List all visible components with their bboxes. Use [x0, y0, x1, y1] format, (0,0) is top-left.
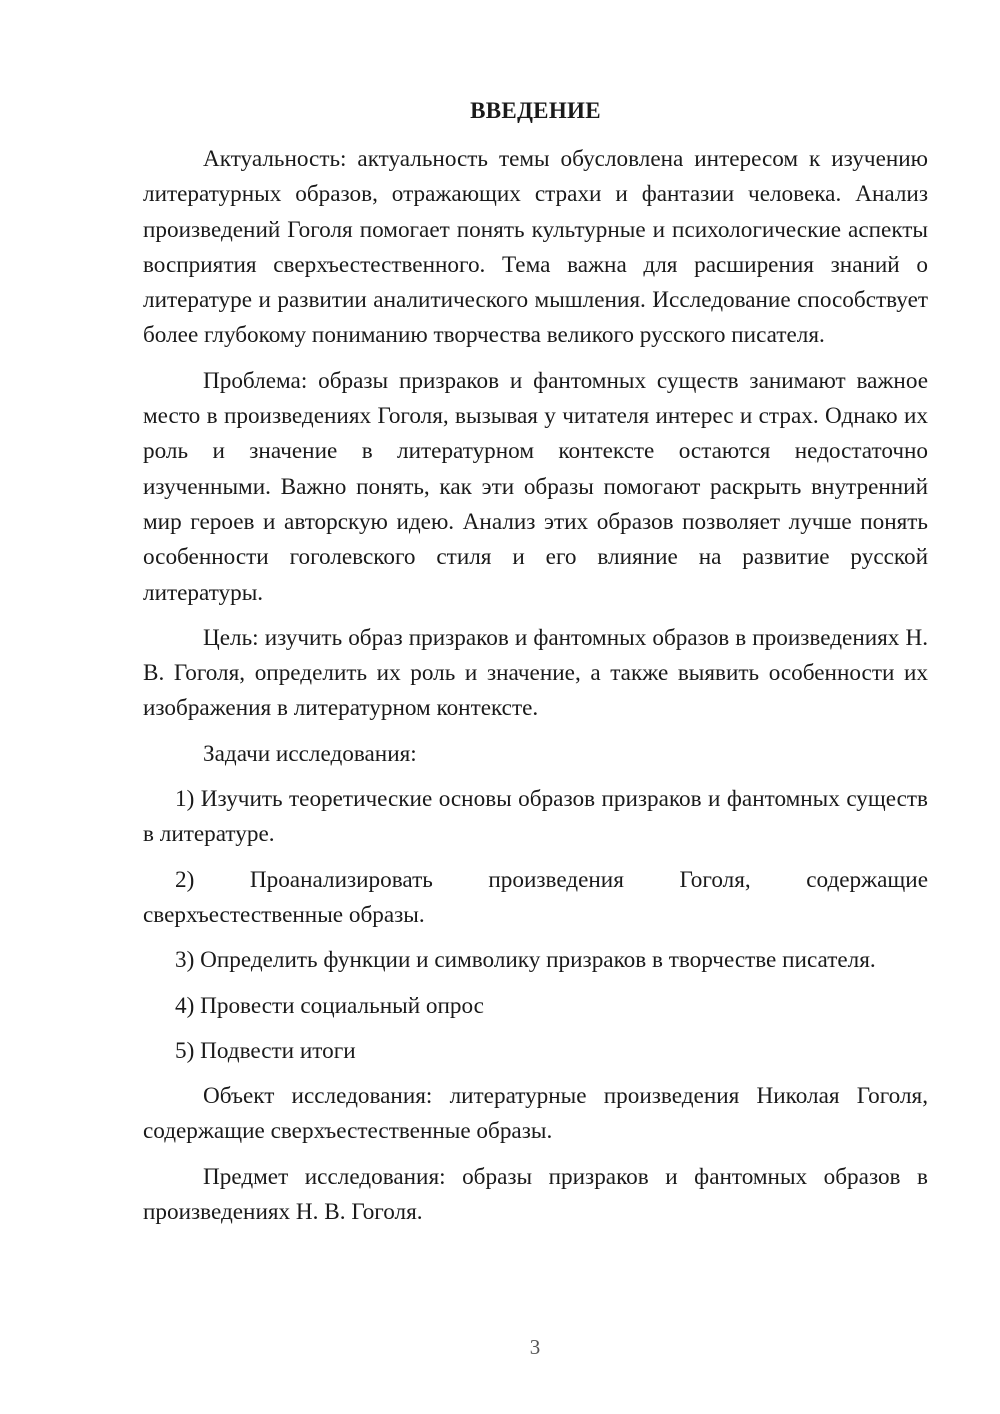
task-item: 4) Провести социальный опрос [175, 992, 484, 1019]
document-body [143, 142, 928, 1240]
subject-paragraph: Предмет исследования: образы призраков и фантомных образов в произведениях Н. В. Гоголя. [143, 1163, 928, 1226]
object-paragraph: Объект исследования: литературные произведения Николая Гоголя, содержащие сверхъестественные образы. [143, 1083, 928, 1145]
goal-paragraph: Цель: изучить образ призраков и фантомных образов в произведениях Н. В. Гоголя, определить их роль и значение, а также выявить особенности их изображения в литературном контексте. [143, 624, 928, 722]
task-item: 2) Проанализировать произведения Гоголя, содержащие сверхъестественные образы. [143, 866, 928, 928]
problem-paragraph: Проблема: образы призраков и фантомных существ занимают важное место в произведениях Гоголя, вызывая у читателя интерес и страх. Однако их роль и значение в литературном контексте остаются недостаточно изученными. Важно понять, как эти образы помогают раскрыть внутренний мир героев и авторскую идею. Анализ этих образов позволяет лучше понять особенности гоголевского стиля и его влияние на развитие русской литературы. [143, 367, 928, 606]
page-number: 3 [529, 1335, 541, 1359]
tasks-title: Задачи исследования: [203, 740, 417, 767]
task-item: 5) Подвести итоги [175, 1037, 356, 1064]
relevance-paragraph: Актуальность: актуальность темы обусловлена интересом к изучению литературных образов, отражающих страхи и фантазии человека. Анализ произведений Гоголя помогает понять культурные и психологические аспекты восприятия сверхъестественного. Тема важна для расширения знаний о литературе и развитии аналитического мышления. Исследование способствует более глубокому пониманию творчества великого русского писателя. [143, 146, 928, 349]
task-item: 1) Изучить теоретические основы образов призраков и фантомных существ в литературе. [143, 786, 928, 848]
task-item: 3) Определить функции и символику призраков в творчестве писателя. [175, 947, 876, 974]
page-title: ВВЕДЕНИЕ [470, 98, 601, 123]
